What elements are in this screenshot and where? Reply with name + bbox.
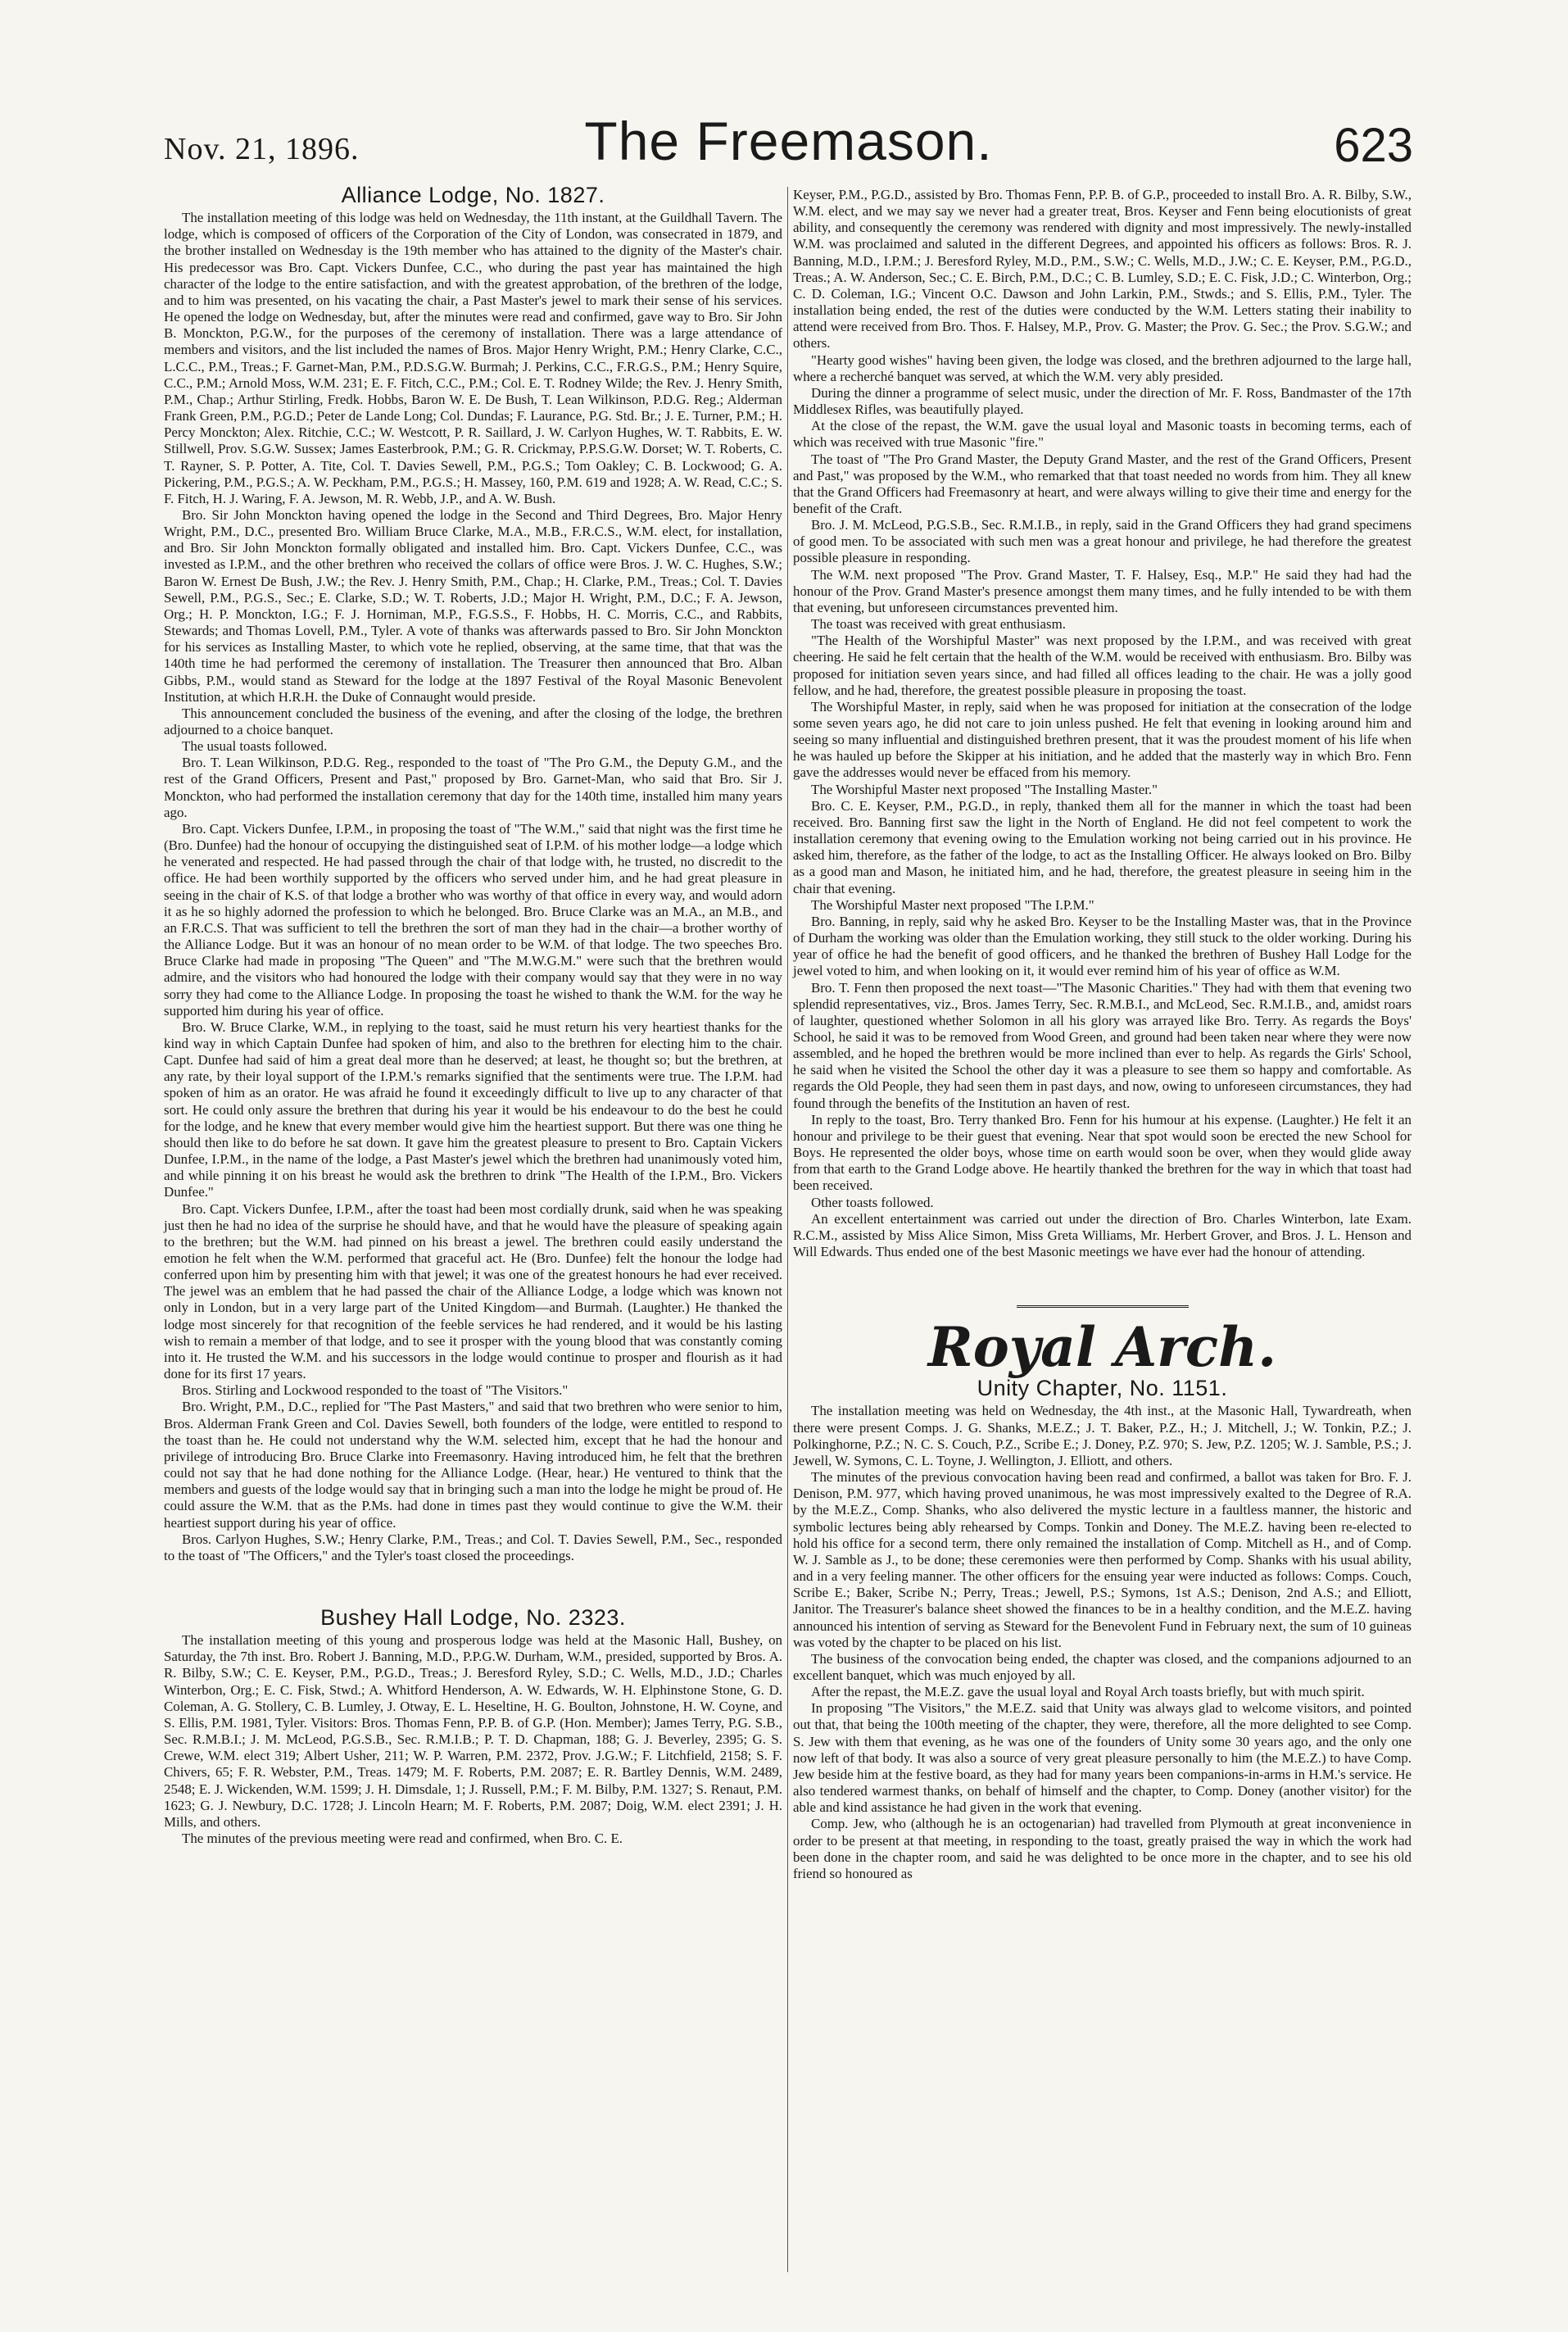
right-column (793, 187, 1412, 1882)
bushey-continued-paragraph: Bro. T. Fenn then proposed the next toast—"The Masonic Charities." They had with them that evening two splendid representatives, viz., Bros. James Terry, Sec. R.M.B.I., and McLeod, Sec. R.M.I.B., and, amidst roars of laughter, questioned whether Solomon in all his glory was arrayed like Bro. Terry. As regards the Boys' School, he said it was to be removed from Wood Green, and ground had been taken near where they were now assembled, and he hoped the brethren would be more inclined than ever to help. As regards the Girls' School, he said when he visited the School the other day it was a pleasure to see them so happy and comfortable. As regards the Old People, they had seen them in past days, and now, owing to unforeseen circumstances, they had found through the benefits of the Institution an haven of rest. (793, 979, 1412, 1111)
newspaper-title: The Freemason. (584, 111, 993, 171)
left-column (164, 183, 782, 1847)
bushey-continued-paragraph: Bro. J. M. McLeod, P.G.S.B., Sec. R.M.I.B., in reply, said in the Grand Officers they had grand specimens of good men. To be associated with such men was a great honour and privilege, he had therefore the greatest possible pleasure in responding. (793, 517, 1412, 566)
alliance-heading: Alliance Lodge, No. 1827. (341, 183, 605, 207)
alliance-paragraph: Bro. T. Lean Wilkinson, P.D.G. Reg., responded to the toast of "The Pro G.M., the Deputy G.M., and the rest of the Grand Officers, Present and Past," proposed by Bro. Garnet-Man, who said that Bro. Sir J. Monckton, who had performed the installation ceremony that day for the 140th time, installed him many years ago. (164, 755, 782, 820)
unity-paragraph: After the repast, the M.E.Z. gave the usual loyal and Royal Arch toasts briefly, but with much spirit. (811, 1684, 1365, 1700)
bushey-heading: Bushey Hall Lodge, No. 2323. (320, 1604, 626, 1630)
alliance-paragraph: Bro. Capt. Vickers Dunfee, I.P.M., after the toast had been most cordially drunk, said when he was speaking just then he had no idea of the surprise he should have, and that he would have the pleasure of speaking again to the brethren; but the W.M. had pinned on his breast a jewel. The brethren could easily understand the emotion he felt when the W.M. performed that graceful act. He (Bro. Dunfee) felt the honour the lodge had conferred upon him by presenting him with that jewel; it was one of the greatest honours he had ever received. The jewel was an emblem that he had passed the chair of the Alliance Lodge, a lodge which was known not only in London, but in a very large part of the United Kingdom—and Burmah. (Laughter.) He thanked the lodge most sincerely for that recognition of the feeble services he had rendered, and it would be his lasting wish to remain a member of that lodge, and to see it prosper with the young blood that was constantly coming into it. He trusted the W.M. and his successors in the lodge would continue to prosper and flourish as it had done for its first 17 years. (164, 1200, 782, 1382)
section-divider (1017, 1305, 1189, 1308)
masthead (164, 107, 1413, 172)
alliance-paragraph: This announcement concluded the business of the evening, and after the closing of the lodge, the brethren adjourned to a choice banquet. (164, 705, 782, 737)
unity-paragraph: The business of the convocation being ended, the chapter was closed, and the companions adjourned to an excellent banquet, which was much enjoyed by all. (793, 1650, 1412, 1683)
bushey-paragraph: The minutes of the previous meeting were read and confirmed, when Bro. C. E. (182, 1831, 623, 1846)
unity-paragraph: The minutes of the previous convocation having been read and confirmed, a ballot was taken for Bro. F. J. Denison, P.M. 977, which having proved unanimous, he was most impressively exalted to the Degree of R.A. by the M.E.Z., Comp. Shanks, who also delivered the mystic lecture in a faultless manner, the historic and symbolic lectures being ably rehearsed by Comps. Tonkin and Doney. The M.E.Z. having been re-elected to hold his office for a second term, there only remained the installation of Comp. Mitchell as H., and of Comp. W. J. Samble as J., to be done; these ceremonies were then performed by Comp. Shanks with his usual ability, and in a very feeling manner. The other officers for the ensuing year were inducted as follows: Comps. Couch, Scribe E.; Baker, Scribe N.; Perry, Treas.; Jewell, P.S.; Symons, 1st A.S.; Denison, 2nd A.S.; and Elliott, Janitor. The Treasurer's balance sheet showed the finances to be in a healthy condition, and the M.E.Z. having announced his intention of serving as Steward for the Benevolent Fund in February next, the sum of 10 guineas was voted by the chapter to be placed on his list. (793, 1469, 1412, 1650)
bushey-continued-paragraph: During the dinner a programme of select music, under the direction of Mr. F. Ross, Bandmaster of the 17th Middlesex Rifles, was beautifully played. (793, 384, 1412, 418)
unity-heading: Unity Chapter, No. 1151. (977, 1376, 1228, 1401)
alliance-paragraph: The installation meeting of this lodge was held on Wednesday, the 11th instant, at the Guildhall Tavern. The lodge, which is composed of officers of the Corporation of the City of London, was consecrated in 1879, and the brother installed on Wednesday is the 19th member who has attained to the dignity of the Master's chair. His predecessor was Bro. Capt. Vickers Dunfee, C.C., who during the past year has maintained the high character of the lodge to the entire satisfaction, and with the greatest approbation, of the brethren of the lodge, and to him was presented, on his vacating the chair, a Past Master's jewel to mark their sense of his services. He opened the lodge on Wednesday, but, after the minutes were read and confirmed, gave way to Bro. Sir John B. Monckton, P.G.W., for the purposes of the ceremony of installation. There was a large attendance of members and visitors, and the list included the names of Bros. Major Henry Wright, P.M.; Henry Clarke, C.C., L.C.C., P.M., Treas.; F. Garnet-Man, P.M., P.D.S.G.W. Burmah; J. Perkins, C.C., F.R.G.S., P.M.; Henry Squire, C.C., P.M.; Arnold Moss, W.M. 231; E. F. Fitch, C.C., P.M.; Col. E. T. Rodney Wilde; the Rev. J. Henry Smith, P.M., Chap.; Arthur Stirling, Fredk. Hobbs, Baron W. E. De Bush, T. Lean Wilkinson, P.D.G. Reg.; Alderman Frank Green, P.M., P.G.D.; Peter de Lande Long; Col. Dundas; F. Laurance, P.G. Std. Br.; J. E. Turner, P.M.; H. Percy Monckton; Alex. Ritchie, C.C.; W. Westcott, P. R. Saillard, J. W. Carlyon Hughes, W. T. Rabbits, E. W. Stillwell, Prov. S.G.W. Sussex; James Easterbrook, P.M.; G. R. Crickmay, P.P.S.G.W. Dorset; W. T. Roberts, C. T. Rayner, S. P. Potter, A. Tite, Col. T. Davies Sewell, P.M., P.G.S.; Tom Oakley; C. B. Lockwood; G. A. Pickering, P.M., P.G.S.; A. W. Peckham, P.M., P.G.S.; H. Massey, 160, P.M. 619 and 1928; A. W. Read, C.C.; S. F. Fitch, H. J. Waring, F. A. Jewson, M. R. Webb, J.P., and A. W. Bush. (164, 210, 782, 506)
bushey-continued-paragraph: The toast was received with great enthusiasm. (811, 616, 1066, 633)
bushey-continued-paragraph: At the close of the repast, the W.M. gave the usual loyal and Masonic toasts in becoming terms, each of which was received with true Masonic "fire." (793, 418, 1412, 451)
bushey-continued-paragraph: The toast of "The Pro Grand Master, the Deputy Grand Master, and the rest of the Grand Officers, Present and Past," was proposed by the W.M., who remarked that that toast needed no words from him. They all knew that the Grand Officers had Freemasonry at heart, and were always willing to give their time and energy for the benefit of the Craft. (793, 451, 1412, 516)
bushey-continued-paragraph: "Hearty good wishes" having been given, the lodge was closed, and the brethren adjourned to the large hall, where a recherché banquet was served, at which the W.M. very ably presided. (793, 352, 1412, 384)
alliance-paragraph: Bro. Wright, P.M., D.C., replied for "The Past Masters," and said that two brethren who were senior to him, Bros. Alderman Frank Green and Col. Davies Sewell, both founders of the lodge, were entitled to respond to the toast than he. He could not understand why the W.M. selected him, except that he had the honour and privilege of introducing Bro. Bruce Clarke into Freemasonry. Having introduced him, he felt that the brethren could not say that he had done nothing for the Alliance Lodge. (Hear, hear.) He ventured to think that the members and guests of the lodge would say that in bringing such a man into the lodge he might be proud of. He could assure the W.M. that as the P.Ms. had done in times past they would continue to give the W.M. their heartiest support during his year of office. (164, 1399, 782, 1531)
section-title-royal-arch: Royal Arch. (927, 1315, 1277, 1380)
alliance-paragraph: Bros. Carlyon Hughes, S.W.; Henry Clarke, P.M., Treas.; and Col. T. Davies Sewell, P.M., Sec., responded to the toast of "The Officers," and the Tyler's toast closed the proceedings. (164, 1531, 782, 1563)
unity-paragraph: The installation meeting was held on Wednesday, the 4th inst., at the Masonic Hall, Tywardreath, when there were present Comps. J. G. Shanks, M.E.Z.; J. T. Baker, P.Z., H.; J. Mitchell, J.; W. Tonkin, P.Z.; J. Polkinghorne, P.Z.; N. C. S. Couch, P.Z., Scribe E.; J. Doney, P.Z. 970; S. Jew, P.Z. 1205; W. J. Samble, P.S.; J. Jewell, W. Symons, C. L. Toyne, J. Wellington, J. Elliott, and others. (793, 1403, 1412, 1468)
alliance-paragraph: The usual toasts followed. (182, 738, 328, 755)
alliance-paragraph: Bro. Sir John Monckton having opened the lodge in the Second and Third Degrees, Bro. Major Henry Wright, P.M., D.C., presented Bro. William Bruce Clarke, M.A., M.B., F.R.C.S., W.M. elect, for installation, and Bro. Sir John Monckton formally obligated and installed him. Bro. Capt. Vickers Dunfee, C.C., was invested as I.P.M., and the other brethren who received the collars of office were Bros. J. W. C. Hughes, S.W.; Baron W. Ernest De Bush, J.W.; the Rev. J. Henry Smith, P.M., Chap.; H. Clarke, P.M., Treas.; Col. T. Davies Sewell, P.M., P.G.S., Sec.; E. Clarke, S.D.; W. T. Roberts, J.D.; Major H. Wright, P.M., D.C.; F. A. Jewson, Org.; H. P. Monckton, I.G.; F. J. Horniman, M.P., F.G.S.S., F. Hobbs, H. C. Morris, C.C., and Rabbits, Stewards; and Thomas Lovell, P.M., Tyler. A vote of thanks was afterwards passed to Bro. Sir John Monckton for his services as Installing Master, to which vote he replied, observing, at the same time, that that was the 140th time he had performed the ceremony of installation. The Treasurer then announced that Bro. Alban Gibbs, P.M., would stand as Steward for the lodge at the 1897 Festival of the Royal Masonic Benevolent Institution, at which H.R.H. the Duke of Connaught would preside. (164, 506, 782, 705)
alliance-paragraph: Bro. W. Bruce Clarke, W.M., in replying to the toast, said he must return his very heartiest thanks for the kind way in which Captain Dunfee had spoken of him, and also to the brethren for electing him to the chair. Capt. Dunfee had said of him a great deal more than he deserved; at least, he thought so; but the brethren, at any rate, by their loyal support of the I.P.M.'s remarks signified that the sentiments were true. The I.P.M. had spoken of him as an orator. He was afraid he found it exceedingly difficult to live up to any character of that sort. He could only assure the brethren that during his year it would be his endeavour to do the best he could for the lodge, and he knew that every member would give him the heartiest support. But there was one thing he should then like to do before he sat down. It gave him the greatest pleasure to present to Bro. Captain Vickers Dunfee, I.P.M., in the name of the lodge, a Past Master's jewel which the brethren had unanimously voted him, and while pinning it on his breast he would ask the brethren to drink "The Health of the I.P.M., Bro. Vickers Dunfee." (164, 1019, 782, 1200)
page-number: 623 (1334, 119, 1413, 172)
bushey-paragraph: The installation meeting of this young and prosperous lodge was held at the Masonic Hall, Bushey, on Saturday, the 7th inst. Bro. Robert J. Banning, M.D., P.P.G.W. Durham, W.M., presided, supported by Bros. A. R. Bilby, S.W.; C. E. Keyser, P.M., P.G.D., Treas.; J. Beresford Ryley, S.D.; C. Wells, M.D., J.D.; Charles Winterbon, Org.; E. C. Fisk, Stwd.; A. Whitford Henderson, A. W. Edwards, W. H. Elphinstone Stone, G. D. Coleman, A. G. Stollery, C. B. Lumley, J. Otway, E. L. Heseltine, H. G. Boulton, Johnstone, H. W. Coyne, and S. Ellis, P.M. 1981, Tyler. Visitors: Bros. Thomas Fenn, P.P. B. of G.P. (Hon. Member); James Terry, P.G. S.B., Sec. R.M.B.I.; J. M. McLeod, P.G.S.B., Sec. R.M.I.B.; P. T. D. Chapman, 188; G. J. Beverley, 2395; G. S. Crewe, W.M. elect 319; Albert Usher, 211; W. P. Warren, P.M. 2372, Prov. J.G.W.; F. Litchfield, 2158; S. F. Chivers, 65; F. R. Webster, P.M., Treas. 1479; M. F. Roberts, P.M. 2087; E. R. Bartley Dennis, W.M. 2489, 2548; E. J. Wickenden, W.M. 1599; J. H. Dimsdale, 1; J. Russell, P.M.; F. M. Bilby, P.M. 1327; S. Renaut, P.M. 1623; G. J. Newbury, D.C. 1728; J. Lincoln Hearn; M. F. Roberts, P.M. 2087; Doig, W.M. elect 2391; J. H. Mills, and others. (164, 1632, 782, 1830)
bushey-continued-paragraph: Bro. Banning, in reply, said why he asked Bro. Keyser to be the Installing Master was, that in the Province of Durham the working was older than the Emulation working, they still stuck to the older working. During his year of office he had the benefit of good officers, and he thanked the brethren of Bushey Hall Lodge for the jewel voted to him, and when looking on it, it would ever remind him of his year of office as W.M. (793, 913, 1412, 979)
bushey-continued-paragraph: The Worshipful Master, in reply, said when he was proposed for initiation at the consecration of the lodge some seven years ago, he did not care to join unless pushed. He felt that evening in looking around him and seeing so many influential and distinguished brethren present, that it was the proudest moment of his life when he was hauled up before the Skipper at his initiation, and he added that the masterly way in which Bro. Fenn gave the addresses would never be effaced from his memory. (793, 698, 1412, 781)
bushey-continued-paragraph: An excellent entertainment was carried out under the direction of Bro. Charles Winterbon, late Exam. R.C.M., assisted by Miss Alice Simon, Miss Greta Williams, Mr. Herbert Grover, and Bros. J. L. Henson and Will Edwards. Thus ended one of the best Masonic meetings we have ever had the honour of attending. (793, 1210, 1412, 1259)
issue-date: Nov. 21, 1896. (164, 132, 360, 166)
bushey-continued-paragraph: The W.M. next proposed "The Prov. Grand Master, T. F. Halsey, Esq., M.P." He said they had had the honour of the Prov. Grand Master's presence amongst them many times, and he fully intended to be with them that evening, but unforeseen circumstances prevented him. (793, 566, 1412, 615)
bushey-continued-paragraph: "The Health of the Worshipful Master" was next proposed by the I.P.M., and was received with great cheering. He said he felt certain that the health of the W.M. would be received with enthusiasm. Bro. Bilby was proposed for initiation seven years since, and had filled all offices leading to the chair. He was a jolly good fellow, and he had, therefore, the greatest possible pleasure in proposing the toast. (793, 633, 1412, 698)
bushey-continued-paragraph: Bro. C. E. Keyser, P.M., P.G.D., in reply, thanked them all for the manner in which the toast had been received. Bro. Banning first saw the light in the North of England. He did not feel competent to work the installation ceremony that evening owing to the Emulation working not being carried out in his province. He asked him, therefore, as the father of the lodge, to act as the Installing Officer. He always looked on Bro. Bilby as a good man and Mason, he initiated him, and he had, therefore, the greatest pleasure in seeing him in the chair that evening. (793, 797, 1412, 896)
alliance-paragraph: Bro. Capt. Vickers Dunfee, I.P.M., in proposing the toast of "The W.M.," said that night was the first time he (Bro. Dunfee) had the honour of occupying the distinguished seat of I.P.M. of his mother lodge—a lodge which he venerated and respected. He had passed through the chair of that lodge with, he trusted, no discredit to the office. He had been worthily supported by the officers who served under him, and he had great pleasure in seeing in the chair of K.S. of that lodge a brother who was worthy of that office in every way, and would adorn it as he so highly adorned the profession to which he belonged. Bro. Bruce Clarke was an M.A., an M.B., and an F.R.C.S. That was sufficient to tell the brethren the sort of man they had in the chair—a brother worthy of the Alliance Lodge. But it was an honour of no mean order to be W.M. of that lodge. The two speeches Bro. Bruce Clarke had made in proposing "The Queen" and "The M.W.G.M." were such that the brethren would admire, and the visitors who had honoured the lodge with their company would say that they were in no way sorry they had come to the Alliance Lodge. In proposing the toast he wished to thank the W.M. for the way he supported him during his year of office. (164, 820, 782, 1019)
unity-paragraph: In proposing "The Visitors," the M.E.Z. said that Unity was always glad to welcome visitors, and pointed out that, that being the 100th meeting of the chapter, they were, therefore, all the more delighted to see Comp. S. Jew with them that evening, as he was one of the founders of Unity some 30 years ago, and the only one now left of that body. It was also a source of very great pleasure personally to him (the M.E.Z.) to have Comp. Jew beside him at the festive board, as they had for many years been companions-in-arms in H.M.'s service. He also tendered warmest thanks, on behalf of himself and the chapter, to Comp. Doney (another visitor) for the able and kind assistance he had given in the work that evening. (793, 1700, 1412, 1816)
bushey-continued-paragraph: Keyser, P.M., P.G.D., assisted by Bro. Thomas Fenn, P.P. B. of G.P., proceeded to install Bro. A. R. Bilby, S.W., W.M. elect, and we may say we never had a greater treat, Bros. Keyser and Fenn being elocutionists of great ability, and consequently the ceremony was rendered with dignity and most impressively. The newly-installed W.M. was proclaimed and saluted in the different Degrees, and appointed his officers as follows: Bros. R. J. Banning, M.D., I.P.M.; J. Beresford Ryley, M.D., P.M., S.W.; C. Wells, M.D., J.W.; C. E. Keyser, P.M., P.G.D., Treas.; A. W. Anderson, Sec.; C. E. Birch, P.M., D.C.; C. B. Lumley, S.D.; E. C. Fisk, J.D.; C. Winterbon, Org.; C. D. Coleman, I.G.; Vincent O.C. Dawson and John Larkin, P.M., Stwds.; and S. Ellis, P.M., Tyler. The installation being ended, the rest of the duties were conducted by the W.M. Letters stating their inability to attend were received from Bro. Thos. F. Halsey, M.P., Prov. G. Master; the Prov. G. Sec.; the Prov. S.G.W.; and others. (793, 187, 1412, 352)
bushey-continued-paragraph: The Worshipful Master next proposed "The I.P.M." (811, 896, 1094, 913)
bushey-continued-paragraph: The Worshipful Master next proposed "The Installing Master." (811, 781, 1158, 797)
alliance-paragraph: Bros. Stirling and Lockwood responded to the toast of "The Visitors." (182, 1382, 569, 1399)
bushey-continued-paragraph: In reply to the toast, Bro. Terry thanked Bro. Fenn for his humour at his expense. (Laughter.) He felt it an honour and privilege to be their guest that evening. Near that spot would soon be erected the new School for Boys. He represented the older boys, whose time on earth would soon be over, when they would glide away from that earth to the Grand Lodge above. He heartily thanked the brethren for the way in which that toast had been received. (793, 1111, 1412, 1194)
column-rule (787, 187, 788, 2272)
bushey-continued-paragraph: Other toasts followed. (811, 1194, 934, 1210)
unity-paragraph: Comp. Jew, who (although he is an octogenarian) had travelled from Plymouth at great inconvenience in order to be present at that meeting, in responding to the toast, greatly praised the way in which the work had been done in the chapter room, and said he was delighted to be once more in the chapter, and to see his old friend so honoured as (793, 1816, 1412, 1881)
